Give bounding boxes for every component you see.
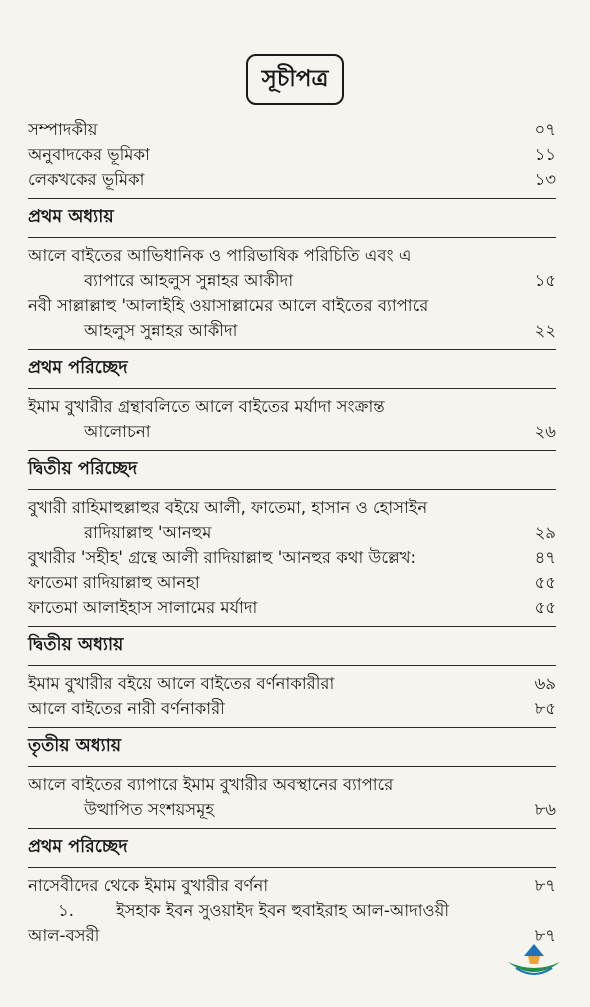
toc-entry-text: আল-বসরী bbox=[28, 926, 100, 945]
section-heading: প্রথম পরিচ্ছেদ bbox=[28, 837, 128, 857]
toc-entry-page: ১৩ bbox=[534, 170, 556, 189]
toc-entry-line bbox=[28, 293, 556, 318]
toc-entry-text: ফাতেমা আলাইহাস সালামের মর্যাদা bbox=[28, 598, 258, 617]
divider bbox=[28, 237, 556, 238]
divider bbox=[28, 388, 556, 389]
toc-entry-line bbox=[28, 772, 556, 797]
divider bbox=[28, 450, 556, 451]
divider bbox=[28, 665, 556, 666]
toc-entry-text: অনুবাদকের ভূমিকা bbox=[28, 145, 150, 164]
toc-entry-text: ইমাম বুখারীর গ্রন্থাবলিতে আলে বাইতের মর্যাদা সংক্রান্ত bbox=[28, 397, 385, 416]
toc-entry-page: ১১ bbox=[534, 145, 556, 164]
toc-entry bbox=[28, 671, 556, 696]
toc-entry-text: সম্পাদকীয় bbox=[28, 120, 98, 139]
toc-entry-line bbox=[28, 923, 556, 948]
toc-entry-page: ০৭ bbox=[534, 120, 556, 139]
toc-entry-line bbox=[28, 318, 556, 343]
toc-entry-text: রাদিয়াল্লাহু 'আনহুম bbox=[84, 523, 212, 542]
toc-entry bbox=[28, 545, 556, 570]
chapter-heading: দ্বিতীয় অধ্যায় bbox=[28, 635, 124, 655]
toc-entry bbox=[28, 873, 556, 898]
divider bbox=[28, 198, 556, 199]
logo-door-shape bbox=[528, 956, 540, 964]
chapter-heading: প্রথম অধ্যায় bbox=[28, 207, 114, 227]
toc-entry-page: ৮৭ bbox=[534, 926, 556, 945]
toc-entry-page: ৬৯ bbox=[534, 674, 556, 693]
toc-entry-text: ব্যাপারে আহলুস সুন্নাহর আকীদা bbox=[84, 271, 294, 290]
toc-entry-page: ২৬ bbox=[534, 422, 556, 441]
table-of-contents bbox=[28, 117, 556, 948]
title-area bbox=[0, 54, 590, 105]
toc-entry bbox=[28, 142, 556, 167]
logo-roof-shape bbox=[524, 944, 544, 956]
publisher-logo-icon bbox=[504, 940, 564, 982]
toc-entry-text: লেকখকের ভূমিকা bbox=[28, 170, 145, 189]
toc-entry-line bbox=[28, 520, 556, 545]
toc-entry-text: বুখারীর 'সহীহ' গ্রন্থে আলী রাদিয়াল্লাহু 'আনহুর কথা উল্লেখ: bbox=[28, 548, 417, 567]
toc-entry-text: নাসেবীদের থেকে ইমাম বুখারীর বর্ণনা bbox=[28, 876, 269, 895]
toc-entry-page: ২২ bbox=[534, 321, 556, 340]
toc-entry-text: নবী সাল্লাল্লাহু 'আলাইহি ওয়াসাল্লামের আলে বাইতের ব্যাপারে bbox=[28, 296, 429, 315]
toc-entry-text: বুখারী রাহিমাহুল্লাহুর বইয়ে আলী, ফাতেমা, হাসান ও হোসাইন bbox=[28, 498, 428, 517]
toc-entry bbox=[28, 696, 556, 721]
toc-entry-line bbox=[28, 495, 556, 520]
toc-entry-page: ৮৫ bbox=[534, 699, 556, 718]
toc-entry-line bbox=[28, 419, 556, 444]
toc-entry-text: ইমাম বুখারীর বইয়ে আলে বাইতের বর্ণনাকারীরা bbox=[28, 674, 335, 693]
toc-entry-page: ১৫ bbox=[534, 271, 556, 290]
toc-entry-page: ৮৬ bbox=[534, 800, 556, 819]
toc-entry-line bbox=[28, 797, 556, 822]
divider bbox=[28, 867, 556, 868]
toc-entry bbox=[28, 595, 556, 620]
toc-entry-text: উত্থাপিত সংশয়সমূহ bbox=[84, 800, 215, 819]
divider bbox=[28, 349, 556, 350]
divider bbox=[28, 727, 556, 728]
toc-entry-text: ইসহাক ইবন সুওয়াইদ ইবন হুবাইরাহ আল-আদাওয়ী bbox=[116, 901, 450, 920]
toc-entry-text: আহলুস সুন্নাহর আকীদা bbox=[84, 321, 238, 340]
toc-entry-text: আলে বাইতের নারী বর্ণনাকারী bbox=[28, 699, 225, 718]
toc-entry-text: আলোচনা bbox=[84, 422, 151, 441]
divider bbox=[28, 489, 556, 490]
divider bbox=[28, 828, 556, 829]
toc-entry-line bbox=[28, 243, 556, 268]
page-title: সূচীপত্র bbox=[246, 54, 345, 105]
toc-entry-text: আলে বাইতের আভিধানিক ও পারিভাষিক পরিচিতি এবং এ bbox=[28, 246, 412, 265]
toc-entry-page: ২৯ bbox=[534, 523, 556, 542]
toc-entry-page: ৫৫ bbox=[534, 598, 556, 617]
toc-entry bbox=[28, 167, 556, 192]
toc-entry-page: ৮৭ bbox=[534, 876, 556, 895]
toc-entry-text: আলে বাইতের ব্যাপারে ইমাম বুখারীর অবস্থানের ব্যাপারে bbox=[28, 775, 394, 794]
divider bbox=[28, 626, 556, 627]
chapter-heading: তৃতীয় অধ্যায় bbox=[28, 736, 122, 756]
toc-entry-page: ৫৫ bbox=[534, 573, 556, 592]
toc-entry-page: ৪৭ bbox=[534, 548, 556, 567]
toc-entry-line bbox=[28, 394, 556, 419]
toc-numbered-entry bbox=[28, 898, 556, 923]
toc-entry-line bbox=[28, 268, 556, 293]
toc-entry-text: ফাতেমা রাদিয়াল্লাহু আনহা bbox=[28, 573, 200, 592]
toc-entry-number: ১. bbox=[58, 901, 74, 920]
toc-entry bbox=[28, 570, 556, 595]
section-heading: প্রথম পরিচ্ছেদ bbox=[28, 358, 128, 378]
toc-entry bbox=[28, 117, 556, 142]
section-heading: দ্বিতীয় পরিচ্ছেদ bbox=[28, 459, 138, 479]
divider bbox=[28, 766, 556, 767]
